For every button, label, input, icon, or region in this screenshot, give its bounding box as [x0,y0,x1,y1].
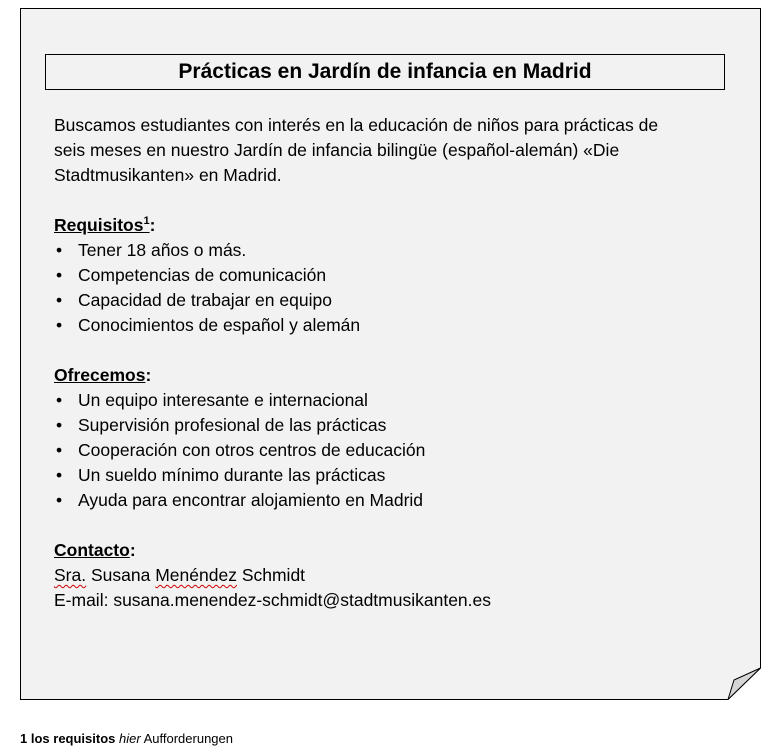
intro-line-2: seis meses en nuestro Jardín de infancia bilingüe (español-alemán) «Die [54,140,620,160]
bullet-icon: • [56,315,63,335]
intro-line-1: Buscamos estudiantes con interés en la educación de niños para prácticas de [54,115,659,135]
page-title: Prácticas en Jardín de infancia en Madrid [178,60,592,83]
bullet-icon: • [56,240,63,260]
list-item: • Capacidad de trabajar en equipo [54,288,714,313]
list-item: • Competencias de comunicación [54,263,714,288]
ofrecemos-heading: Ofrecemos: [54,365,152,385]
list-item: • Cooperación con otros centros de educación [54,438,714,463]
contacto-heading: Contacto: [54,540,136,560]
requisitos-heading: Requisitos$^1$: [54,215,156,235]
list-item: • Supervisión profesional de las prácticas [54,413,714,438]
bullet-icon: • [56,465,63,485]
intro-line-3: Stadtmusikanten» en Madrid. [54,165,282,185]
title-box [45,54,725,90]
ofrecemos-list [54,388,714,513]
list-item: • Conocimientos de español y alemán [54,313,714,338]
footnote: 1 los requisitos hier Aufforderungen [20,731,233,746]
job-posting-card [20,8,761,700]
bullet-icon: • [56,265,63,285]
contact-name: Sra. Susana Menéndez Schmidt [54,565,306,585]
list-item: • Un sueldo mínimo durante las prácticas [54,463,714,488]
bullet-icon: • [56,415,63,435]
bullet-icon: • [56,290,63,310]
list-item: • Un equipo interesante e internacional [54,388,714,413]
bullet-icon: • [56,390,63,410]
footnote-mark: 1 [143,215,150,228]
list-item: • Ayuda para encontrar alojamiento en Madrid [54,488,714,513]
posting-content [54,113,714,613]
bullet-icon: • [56,440,63,460]
email-address[interactable]: susana.menendez-schmidt@stadtmusikanten.es [113,590,492,610]
contact-email: E-mail: susana.menendez-schmidt@stadtmusikanten.es [54,590,492,610]
list-item: • Tener 18 años o más. [54,238,714,263]
bullet-icon: • [56,490,63,510]
requisitos-list [54,238,714,338]
